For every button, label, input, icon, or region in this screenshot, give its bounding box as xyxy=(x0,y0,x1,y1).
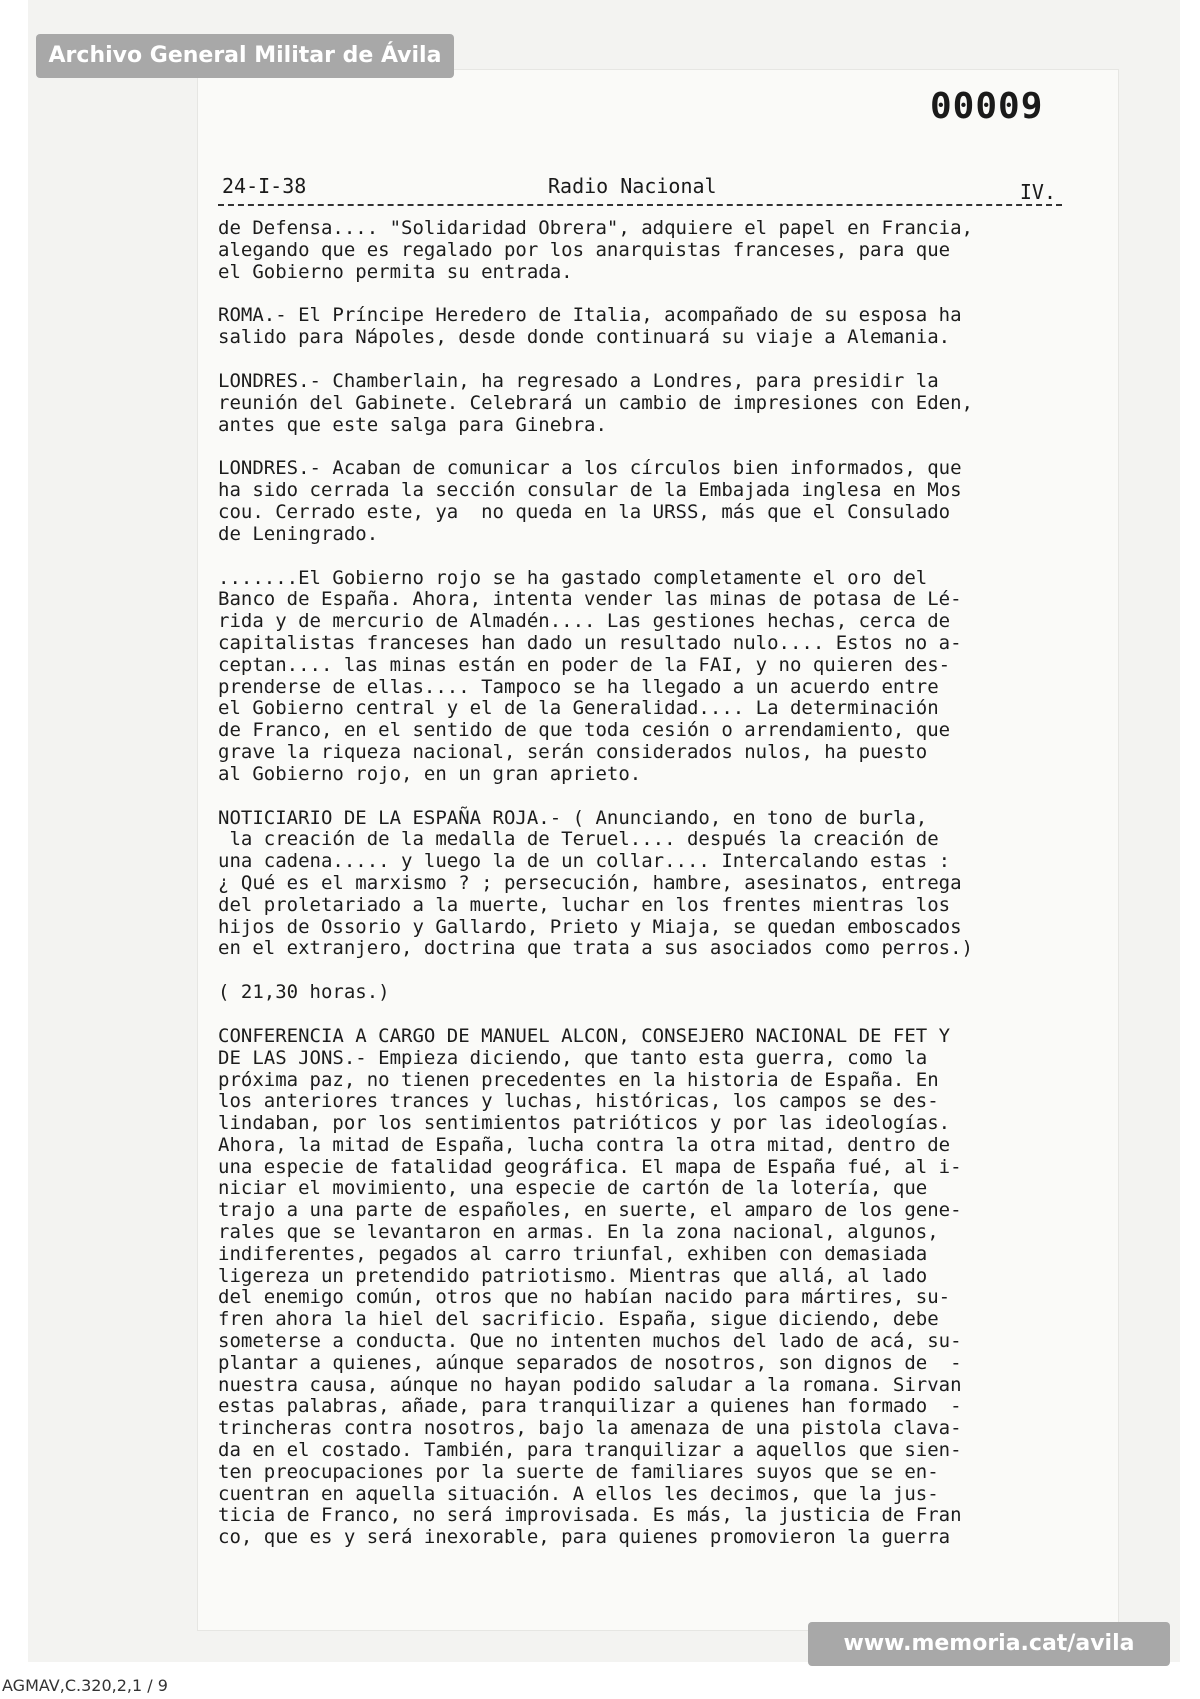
text-line: ROMA.- El Príncipe Heredero de Italia, acompañado de su esposa ha xyxy=(218,304,962,327)
text-line: próxima paz, no tienen precedentes en la historia de España. En xyxy=(218,1068,939,1091)
text-line: ceptan.... las minas están en poder de la FAI, y no quieren des- xyxy=(218,653,951,676)
site-watermark: www.memoria.cat/avila xyxy=(808,1622,1170,1666)
text-line: trajo a una parte de españoles, en suerte, el amparo de los gene- xyxy=(218,1199,962,1222)
text-line: lindaban, por los sentimientos patrióticos y por las ideologías. xyxy=(218,1112,951,1135)
text-line: nuestra causa, aúnque no hayan podido saludar a la romana. Sirvan xyxy=(218,1373,962,1396)
text-line: da en el costado. También, para tranquilizar a aquellos que sien- xyxy=(218,1439,962,1462)
text-line: la creación de la medalla de Teruel.... después la creación de xyxy=(218,828,939,851)
text-line: fren ahora la hiel del sacrificio. España, sigue diciendo, debe xyxy=(218,1308,939,1331)
text-line: reunión del Gabinete. Celebrará un cambio de impresiones con Eden, xyxy=(218,391,973,414)
text-line: cou. Cerrado este, ya no queda en la URSS, más que el Consulado xyxy=(218,500,951,523)
text-line: del proletariado a la muerte, luchar en los frentes mientras los xyxy=(218,893,951,916)
text-line: co, que es y será inexorable, para quienes promovieron la guerra xyxy=(218,1526,951,1549)
text-line: rales que se levantaron en armas. En la zona nacional, algunos, xyxy=(218,1221,939,1244)
text-line: plantar a quienes, aúnque separados de nosotros, son dignos de - xyxy=(218,1351,962,1374)
text-line: los anteriores trances y luchas, históricas, los campos se des- xyxy=(218,1090,939,1113)
paragraph xyxy=(218,808,1068,961)
text-line: de Franco, en el sentido de que toda cesión o arrendamiento, que xyxy=(218,719,951,742)
text-line: trincheras contra nosotros, bajo la amenaza de una pistola clava- xyxy=(218,1417,962,1440)
text-line: niciar el movimiento, una especie de cartón de la lotería, que xyxy=(218,1177,928,1200)
text-line: estas palabras, añade, para tranquilizar a quienes han formado - xyxy=(218,1395,962,1418)
text-line: LONDRES.- Acaban de comunicar a los círculos bien informados, que xyxy=(218,457,962,480)
paragraph xyxy=(218,982,1068,1004)
text-line: NOTICIARIO DE LA ESPAÑA ROJA.- ( Anunciando, en tono de burla, xyxy=(218,806,928,829)
text-line: de Defensa.... "Solidaridad Obrera", adquiere el papel en Francia, xyxy=(218,217,973,239)
text-line: de Leningrado. xyxy=(218,522,379,545)
text-line: LONDRES.- Chamberlain, ha regresado a Londres, para presidir la xyxy=(218,369,939,392)
header-date: 24-I-38 xyxy=(222,174,307,198)
text-line: capitalistas franceses han dado un resultado nulo.... Estos no a- xyxy=(218,631,962,654)
text-line: cuentran en aquella situación. A ellos les decimos, que la jus- xyxy=(218,1482,939,1505)
text-line: prenderse de ellas.... Tampoco se ha llegado a un acuerdo entre xyxy=(218,675,939,698)
archive-reference: AGMAV,C.320,2,1 / 9 xyxy=(2,1676,168,1695)
document-header xyxy=(218,172,1062,206)
text-line: CONFERENCIA A CARGO DE MANUEL ALCON, CONSEJERO NACIONAL DE FET Y xyxy=(218,1024,951,1047)
text-line: ticia de Franco, no será improvisada. Es más, la justicia de Fran xyxy=(218,1504,962,1527)
text-line: ha sido cerrada la sección consular de la Embajada inglesa en Mos xyxy=(218,479,962,502)
page-number: 00009 xyxy=(930,86,1044,127)
text-line: una especie de fatalidad geográfica. El mapa de España fué, al i- xyxy=(218,1155,962,1178)
text-line: .......El Gobierno rojo se ha gastado completamente el oro del xyxy=(218,566,928,589)
header-sheet-number: IV. xyxy=(1019,180,1056,204)
archive-watermark: Archivo General Militar de Ávila xyxy=(36,34,454,78)
text-line: ligereza un pretendido patriotismo. Mientras que allá, al lado xyxy=(218,1264,928,1287)
text-line: el Gobierno permita su entrada. xyxy=(218,260,573,283)
paragraph xyxy=(218,458,1068,545)
text-line: salido para Nápoles, desde donde continuará su viaje a Alemania. xyxy=(218,326,951,349)
text-line: ¿ Qué es el marxismo ? ; persecución, hambre, asesinatos, entrega xyxy=(218,871,962,894)
text-line: antes que este salga para Ginebra. xyxy=(218,413,607,436)
text-line: hijos de Ossorio y Gallardo, Prieto y Miaja, se quedan emboscados xyxy=(218,915,962,938)
paragraph xyxy=(218,218,1068,283)
text-line: al Gobierno rojo, en un gran aprieto. xyxy=(218,762,642,785)
text-line: Banco de España. Ahora, intenta vender las minas de potasa de Lé- xyxy=(218,588,962,611)
text-line: ten preocupaciones por la suerte de familiares suyos que se en- xyxy=(218,1460,939,1483)
paragraph xyxy=(218,1026,1068,1549)
text-line: grave la riqueza nacional, serán considerados nulos, ha puesto xyxy=(218,740,928,763)
paragraph xyxy=(218,568,1068,786)
text-line: rida y de mercurio de Almadén.... Las gestiones hechas, cerca de xyxy=(218,610,951,633)
paragraph xyxy=(218,305,1068,349)
text-line: del enemigo común, otros que no habían nacido para mártires, su- xyxy=(218,1286,951,1309)
text-line: el Gobierno central y el de la Generalidad.... La determinación xyxy=(218,697,939,720)
text-line: indiferentes, pegados al carro triunfal, exhiben con demasiada xyxy=(218,1242,928,1265)
text-line: DE LAS JONS.- Empieza diciendo, que tanto esta guerra, como la xyxy=(218,1046,928,1069)
text-line: en el extranjero, doctrina que trata a sus asociados como perros.) xyxy=(218,937,973,960)
document-body xyxy=(218,218,1068,1571)
text-line: Ahora, la mitad de España, lucha contra la otra mitad, dentro de xyxy=(218,1133,951,1156)
text-line: someterse a conducta. Que no intenten muchos del lado de acá, su- xyxy=(218,1330,962,1353)
text-line: alegando que es regalado por los anarquistas franceses, para que xyxy=(218,238,951,261)
paragraph xyxy=(218,371,1068,436)
text-line: ( 21,30 horas.) xyxy=(218,981,390,1004)
text-line: una cadena..... y luego la de un collar.... Intercalando estas : xyxy=(218,850,951,873)
header-station: Radio Nacional xyxy=(548,174,717,198)
